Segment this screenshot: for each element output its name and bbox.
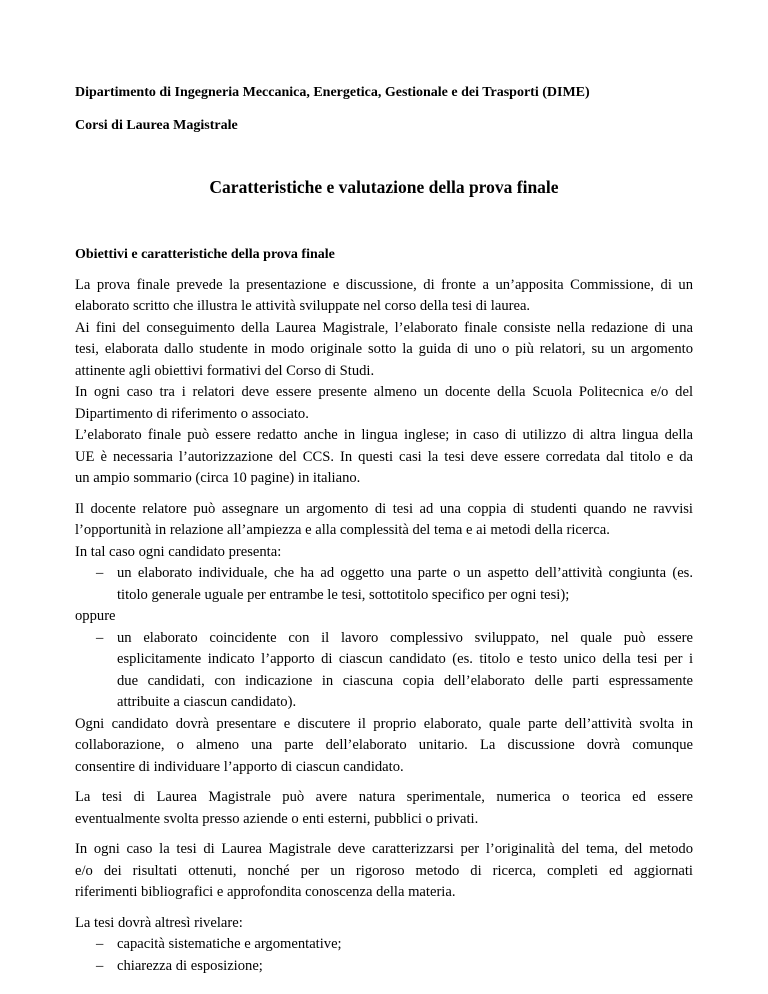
text-line: L’elaborato finale può essere redatto anche in lingua inglese; in caso di utilizzo di altra lingua della xyxy=(75,427,693,443)
text-line: Ogni candidato dovrà presentare e discutere il proprio elaborato, quale parte dell’attività svolta in xyxy=(75,715,693,732)
text-line: titolo generale uguale per entrambe le tesi, sottotitolo specifico per ogni tesi); xyxy=(117,586,570,603)
text-line: esplicitamente indicato l’apporto di ciascun candidato (es. titolo e testo unico della tesi per i xyxy=(117,651,693,667)
text-line: UE è necessaria l’autorizzazione del CCS. In questi casi la tesi deve essere corredata dal titolo e da xyxy=(75,448,693,465)
dash-bullet: – xyxy=(96,957,104,974)
dash-bullet: – xyxy=(96,565,104,581)
paragraph-objectives xyxy=(75,275,693,490)
text-line: un elaborato coincidente con il lavoro complessivo sviluppato, nel quale può essere xyxy=(117,629,693,646)
text-line: elaborato scritto che illustra le attività sviluppate nel corso della tesi di laurea. xyxy=(75,298,531,314)
or-label: oppure xyxy=(75,608,116,624)
courses-heading: Corsi di Laurea Magistrale xyxy=(75,117,238,133)
text-line: due candidati, con indicazione in ciascuna copia dell’elaborato delle parti espressamente xyxy=(117,672,693,689)
text-line: In tal caso ogni candidato presenta: xyxy=(75,543,282,560)
text-line: La prova finale prevede la presentazione e discussione, di fronte a un’apposita Commissione, di un xyxy=(75,276,693,293)
text-line: consentire di individuare l’apporto di ciascun candidato. xyxy=(75,758,404,775)
text-line: tesi, elaborata dallo studente in modo originale sotto la guida di uno o più relatori, su un argomento xyxy=(75,341,693,357)
list-item xyxy=(75,563,693,606)
text-line: attinente agli obiettivi formativi del Corso di Studi. xyxy=(75,362,375,379)
paragraph-requirements xyxy=(75,913,693,978)
section-heading: Obiettivi e caratteristiche della prova finale xyxy=(75,247,335,262)
document-body xyxy=(75,82,693,977)
paragraph-student-pairs xyxy=(75,499,693,779)
list-item xyxy=(75,934,693,956)
text-line: La tesi di Laurea Magistrale può avere natura sperimentale, numerica o teorica ed essere xyxy=(75,789,693,805)
text-line: attribuite a ciascun candidato). xyxy=(117,694,297,710)
paragraph-originality xyxy=(75,839,693,904)
dash-bullet: – xyxy=(96,936,104,952)
text-line: l’opportunità in relazione all’ampiezza e alla complessità del tema e ai metodi della ricerca. xyxy=(75,522,610,538)
paragraph-thesis-nature xyxy=(75,787,693,830)
text-line: collaborazione, o almeno una parte dell’elaborato unitario. La discussione dovrà comunque xyxy=(75,737,693,753)
text-line: In ogni caso tra i relatori deve essere presente almeno un docente della Scuola Politecnica e/o del xyxy=(75,384,693,400)
text-line: Il docente relatore può assegnare un argomento di tesi ad una coppia di studenti quando ne ravvisi xyxy=(75,500,693,517)
document-title: Caratteristiche e valutazione della prova finale xyxy=(209,177,559,197)
text-line: In ogni caso la tesi di Laurea Magistrale deve caratterizzarsi per l’originalità del tema, del metodo xyxy=(75,841,693,857)
dash-bullet: – xyxy=(96,629,104,646)
text-line: eventualmente svolta presso aziende o enti esterni, pubblici o privati. xyxy=(75,810,479,827)
list-item xyxy=(75,956,693,978)
text-line: e/o dei risultati ottenuti, nonché per un rigoroso metodo di ricerca, completi ed aggiornati xyxy=(75,862,693,879)
text-line: un ampio sommario (circa 10 pagine) in italiano. xyxy=(75,470,361,486)
requirements-list xyxy=(75,934,693,977)
text-line: capacità sistematiche e argomentative; xyxy=(117,936,342,952)
option-list-2 xyxy=(75,628,693,714)
text-line: riferimenti bibliografici e approfondita conoscenza della materia. xyxy=(75,884,456,900)
department-heading: Dipartimento di Ingegneria Meccanica, Energetica, Gestionale e dei Trasporti (DIME) xyxy=(75,85,590,100)
option-list-1 xyxy=(75,563,693,606)
list-item xyxy=(75,628,693,714)
text-line: La tesi dovrà altresì rivelare: xyxy=(75,914,243,931)
text-line: Dipartimento di riferimento o associato. xyxy=(75,405,309,422)
text-line: chiarezza di esposizione; xyxy=(117,957,263,974)
text-line: Ai fini del conseguimento della Laurea Magistrale, l’elaborato finale consiste nella redazione di una xyxy=(75,319,693,336)
text-line: un elaborato individuale, che ha ad oggetto una parte o un aspetto dell’attività congiunta (es. xyxy=(117,565,693,581)
